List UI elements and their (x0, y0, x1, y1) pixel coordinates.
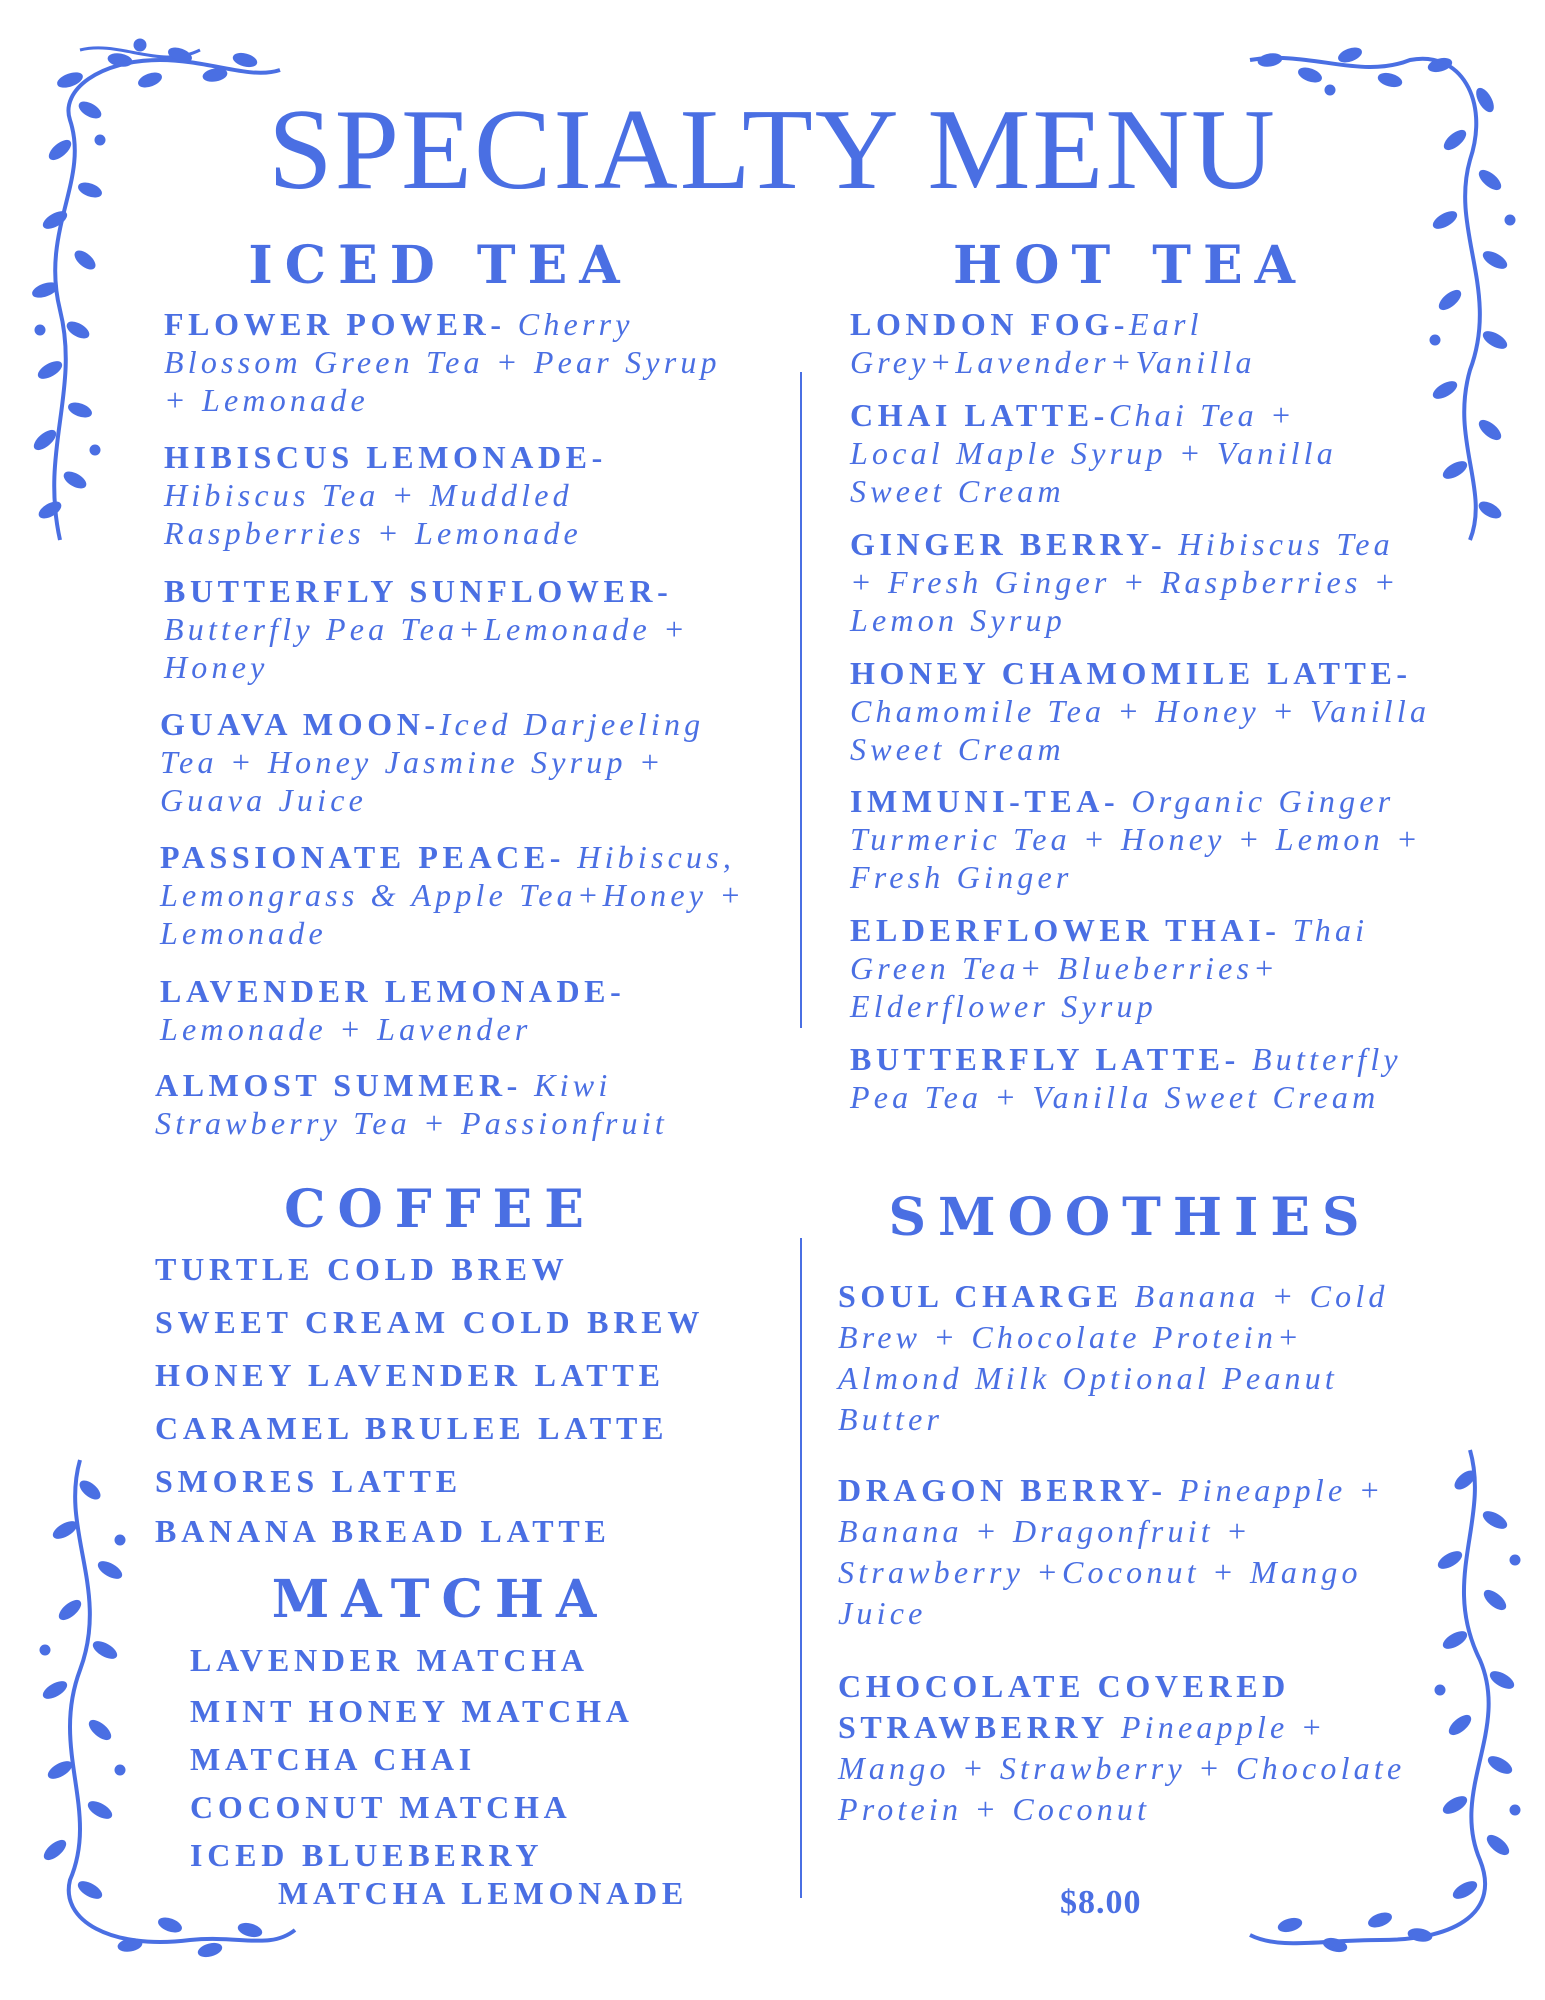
menu-item (850, 396, 1390, 510)
list-item: MINT HONEY MATCHA (190, 1693, 634, 1729)
item-description: Iced Darjeeling Tea + Honey Jasmine Syrup + Guava Juice (160, 706, 705, 818)
list-item: SMORES LATTE (155, 1463, 462, 1499)
item-description: Kiwi Strawberry Tea + Passionfruit (155, 1067, 668, 1141)
list-item: ICED BLUEBERRY (190, 1837, 544, 1873)
menu-item (155, 1066, 775, 1142)
item-name: CHOCOLATE COVERED STRAWBERRY (838, 1668, 1290, 1745)
column-divider-top (800, 372, 802, 1028)
item-name: HONEY CHAMOMILE LATTE- (850, 655, 1412, 691)
list-item: TURTLE COLD BREW (155, 1251, 569, 1287)
list-item: COCONUT MATCHA (190, 1789, 572, 1825)
list-item: LAVENDER MATCHA (190, 1642, 589, 1678)
item-name: PASSIONATE PEACE- (160, 839, 566, 875)
iced-tea-heading: ICED TEA (248, 235, 632, 296)
item-description: Earl Grey+Lavender+Vanilla (850, 306, 1256, 380)
menu-item (838, 1666, 1408, 1830)
list-item: MATCHA CHAI (190, 1741, 476, 1777)
item-description: Pineapple + Banana + Dragonfruit + Strawberry +Coconut + Mango Juice (838, 1472, 1385, 1631)
menu-item (160, 838, 770, 952)
menu-item (838, 1276, 1398, 1440)
menu-item (164, 305, 754, 419)
item-name: GUAVA MOON- (160, 706, 440, 742)
page-title: SPECIALTY MENU (268, 86, 1277, 214)
item-description: Lemonade + Lavender (160, 1011, 532, 1047)
item-description: Butterfly Pea Tea+Lemonade + Honey (164, 611, 689, 685)
item-description: Chai Tea + Local Maple Syrup + Vanilla Sweet Cream (850, 397, 1337, 509)
menu-item (850, 654, 1450, 768)
item-name: LONDON FOG- (850, 306, 1130, 342)
item-name: GINGER BERRY- (850, 526, 1167, 562)
smoothies-heading: SMOOTHIES (888, 1187, 1372, 1248)
menu-item (164, 438, 754, 552)
item-description: Thai Green Tea+ Blueberries+ Elderflower Syrup (850, 912, 1369, 1024)
list-item: BANANA BREAD LATTE (155, 1513, 611, 1549)
menu-item (164, 572, 754, 686)
item-name: IMMUNI-TEA- (850, 783, 1120, 819)
list-item: MATCHA LEMONADE (278, 1875, 689, 1911)
list-item: HONEY LAVENDER LATTE (155, 1357, 665, 1393)
item-name: BUTTERFLY LATTE- (850, 1041, 1240, 1077)
item-name: BUTTERFLY SUNFLOWER- (164, 573, 673, 609)
menu-item (850, 911, 1460, 1025)
menu-item (850, 782, 1460, 896)
item-description: Butterfly Pea Tea + Vanilla Sweet Cream (850, 1041, 1402, 1115)
menu-item (850, 525, 1410, 639)
item-description: Hibiscus Tea + Fresh Ginger + Raspberries + Lemon Syrup (850, 526, 1400, 638)
item-description: Banana + Cold Brew + Chocolate Protein+ Almond Milk Optional Peanut Butter (838, 1278, 1389, 1437)
column-divider-bottom (800, 1238, 802, 1898)
item-description: Organic Ginger Turmeric Tea + Honey + Lemon + Fresh Ginger (850, 783, 1422, 895)
item-description: Hibiscus Tea + Muddled Raspberries + Lemonade (164, 477, 582, 551)
item-name: ELDERFLOWER THAI- (850, 912, 1281, 948)
item-description: Pineapple + Mango + Strawberry + Chocolate Protein + Coconut (838, 1709, 1406, 1827)
menu-item (850, 1040, 1410, 1116)
item-name: CHAI LATTE- (850, 397, 1109, 433)
menu-item (850, 305, 1410, 381)
smoothie-price: $8.00 (1060, 1884, 1142, 1921)
menu-item (160, 972, 760, 1048)
item-name: HIBISCUS LEMONADE- (164, 439, 607, 475)
matcha-heading: MATCHA (271, 1569, 609, 1630)
item-description: Hibiscus, Lemongrass & Apple Tea+Honey + Lemonade (160, 839, 746, 951)
menu-item (838, 1470, 1408, 1634)
item-name: ALMOST SUMMER- (155, 1067, 522, 1103)
item-name: DRAGON BERRY- (838, 1472, 1167, 1508)
list-item: CARAMEL BRULEE LATTE (155, 1410, 669, 1446)
item-description: Chamomile Tea + Honey + Vanilla Sweet Cream (850, 693, 1431, 767)
coffee-heading: COFFEE (284, 1179, 596, 1240)
item-name: LAVENDER LEMONADE- (160, 973, 626, 1009)
hot-tea-heading: HOT TEA (953, 235, 1307, 296)
item-name: SOUL CHARGE (838, 1278, 1123, 1314)
list-item: SWEET CREAM COLD BREW (155, 1304, 705, 1340)
item-description: Cherry Blossom Green Tea + Pear Syrup + Lemonade (164, 306, 721, 418)
menu-item (160, 705, 760, 819)
item-name: FLOWER POWER- (164, 306, 506, 342)
